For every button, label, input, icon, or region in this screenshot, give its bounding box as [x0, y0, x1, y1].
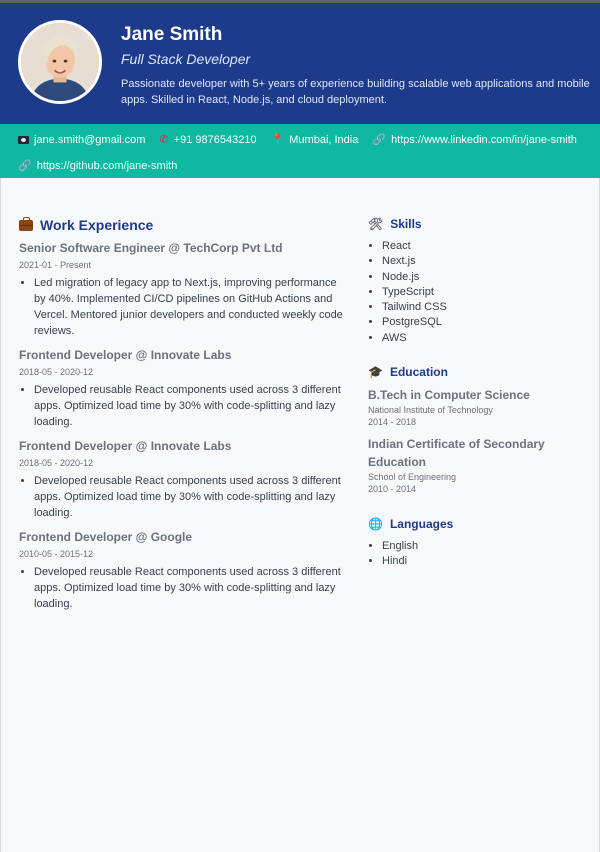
contact-phone-text: +91 9876543210 [173, 134, 257, 146]
education-years: 2010 - 2014 [368, 484, 417, 495]
sidebar-column [368, 216, 588, 570]
avatar [18, 20, 102, 104]
language-item: • Hindi [382, 554, 588, 569]
skill-item: • Next.js [382, 254, 588, 269]
globe-icon: 🌐 [368, 517, 383, 532]
job-entry-bullet: • Developed reusable React components used across 3 different apps. Optimized load time by 30% with code-splitting and lazy loading. [34, 473, 349, 521]
job-entry-dates: 2018-05 - 2020-12 [19, 367, 94, 377]
job-entry [19, 240, 349, 339]
contact-phone[interactable] [159, 129, 256, 151]
full-name: Jane Smith [121, 24, 223, 45]
job-entry-dates: 2018-05 - 2020-12 [19, 458, 94, 468]
skills-section [368, 216, 588, 346]
job-entry-title: Frontend Developer @ Innovate Labs [19, 348, 232, 362]
education-degree: Indian Certificate of Secondary Education [368, 437, 545, 470]
education-entry [368, 435, 588, 496]
phone-icon: ✆ [159, 133, 169, 146]
work-experience-section [19, 216, 349, 612]
work-experience-heading: Work Experience [19, 216, 349, 234]
briefcase-icon [19, 220, 33, 231]
language-item: • English [382, 539, 588, 554]
job-entry [19, 347, 349, 430]
languages-section [368, 516, 588, 570]
resume-header [0, 3, 600, 124]
skill-item: • TypeScript [382, 285, 588, 300]
education-degree: B.Tech in Computer Science [368, 388, 530, 403]
job-entry-bullet: • Developed reusable React components used across 3 different apps. Optimized load time by 30% with code-splitting and lazy loading. [34, 564, 349, 612]
languages-heading: 🌐 Languages [368, 517, 454, 532]
email-icon [18, 136, 29, 144]
avatar-portrait [21, 23, 99, 101]
job-entry-title: Senior Software Engineer @ TechCorp Pvt Ltd [19, 241, 283, 255]
job-entry-bullet: • Led migration of legacy app to Next.js, improving performance by 40%. Implemented CI/CD pipelines on GitHub Actions and Vercel. Mentored junior developers and conducted weekly code reviews. [34, 275, 349, 339]
skill-item: • React [382, 239, 588, 254]
job-entry-dates: 2021-01 - Present [19, 260, 92, 270]
job-entry-dates: 2010-05 - 2015-12 [19, 549, 94, 559]
job-entry-title: Frontend Developer @ Innovate Labs [19, 439, 232, 453]
skill-item: • AWS [382, 331, 588, 346]
contact-email[interactable] [18, 129, 145, 151]
contact-linkedin[interactable] [372, 129, 577, 151]
job-entry [19, 529, 349, 612]
contact-location [271, 129, 359, 151]
education-school: School of Engineering [368, 472, 457, 483]
contact-email-text: jane.smith@gmail.com [34, 134, 146, 146]
tools-icon: 🛠 [368, 217, 384, 231]
education-years: 2014 - 2018 [368, 417, 417, 428]
graduation-cap-icon: 🎓 [368, 365, 383, 380]
education-school: National Institute of Technology [368, 405, 493, 416]
job-entry [19, 438, 349, 521]
education-section [368, 364, 588, 496]
skill-item: • Tailwind CSS [382, 300, 588, 315]
skills-heading: 🛠 Skills [368, 217, 422, 231]
job-entry-title: Frontend Developer @ Google [19, 530, 193, 544]
contact-bar [0, 124, 600, 178]
resume-body [0, 178, 600, 852]
job-title: Full Stack Developer [121, 51, 251, 67]
education-entry [368, 386, 588, 429]
contact-location-text: Mumbai, India [289, 134, 359, 146]
contact-github[interactable] [18, 155, 177, 177]
link-icon: 🔗 [372, 133, 387, 146]
education-heading: 🎓 Education [368, 365, 448, 380]
skill-item: • PostgreSQL [382, 315, 588, 330]
location-pin-icon: 📍 [270, 133, 285, 146]
job-entry-bullet: • Developed reusable React components used across 3 different apps. Optimized load time by 30% with code-splitting and lazy loading. [34, 382, 349, 430]
profile-summary: Passionate developer with 5+ years of experience building scalable web applications and mobile apps. Skilled in React, Node.js, and cloud deployment. [121, 78, 590, 106]
link-icon: 🔗 [18, 159, 32, 172]
skill-item: • Node.js [382, 270, 588, 285]
contact-linkedin-text: https://www.linkedin.com/in/jane-smith [391, 134, 577, 146]
contact-github-text: https://github.com/jane-smith [36, 160, 178, 172]
